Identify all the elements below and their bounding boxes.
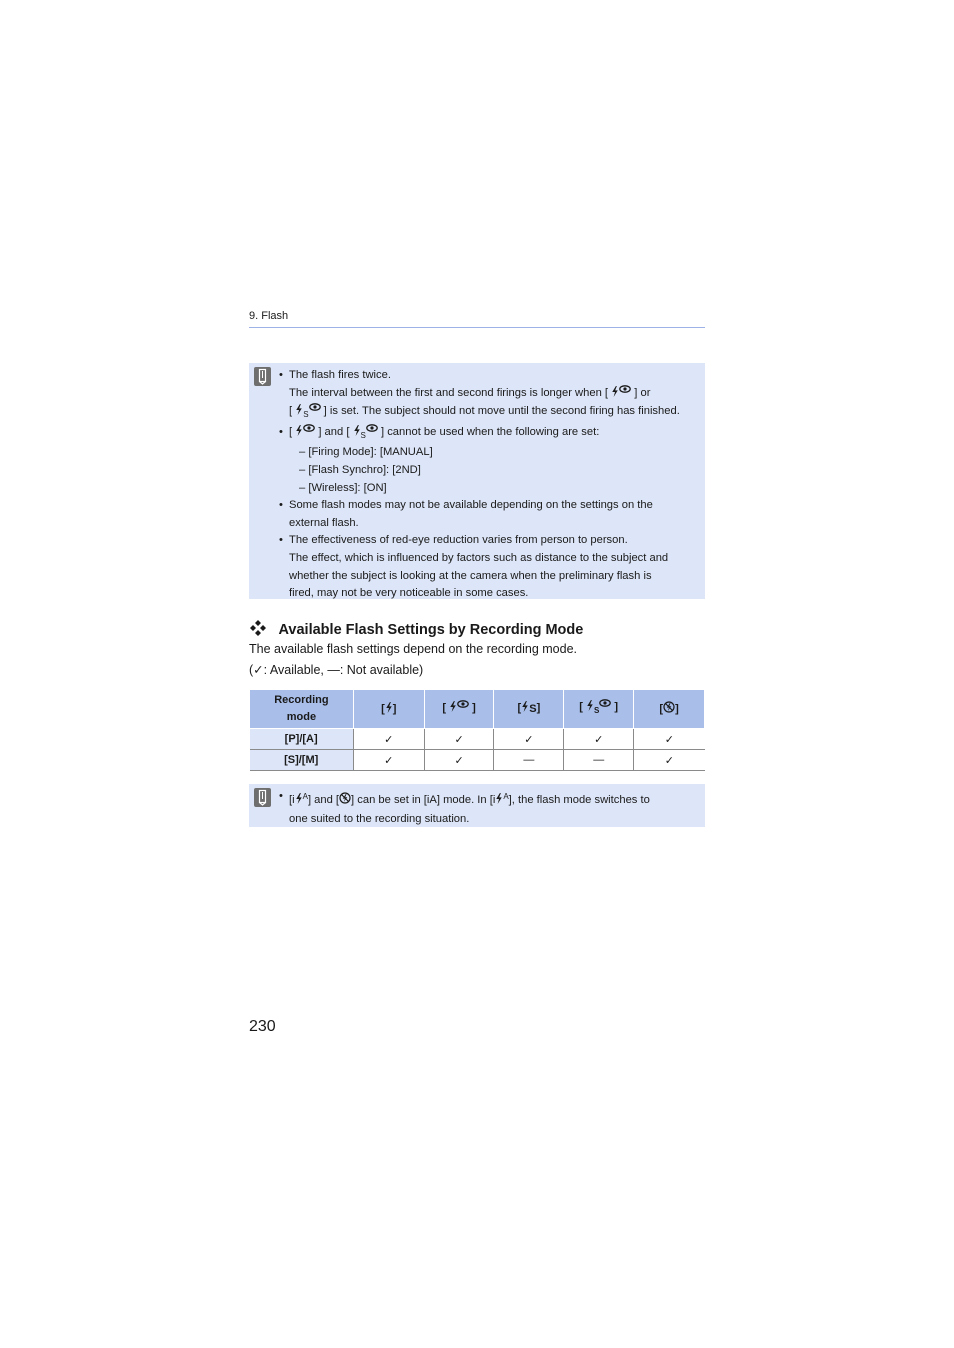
row-mode-label: [P]/[A] <box>250 729 354 750</box>
table-row <box>250 729 705 750</box>
note-list <box>279 788 703 828</box>
note-text <box>289 403 703 424</box>
memo-icon <box>254 367 271 386</box>
note-text-part: ] or <box>634 386 651 399</box>
note-subitem: – [Flash Synchro]: [2ND] <box>299 463 421 476</box>
note-text: The effect, which is influenced by factors such as distance to the subject and <box>289 551 669 564</box>
flash-slow-sync-redeye-icon: S <box>295 403 320 424</box>
note-text-part: ] and [ <box>318 425 350 438</box>
column-header-forced-flash: [ ] <box>353 690 424 729</box>
note-text: external flash. <box>289 516 359 529</box>
note-item <box>279 788 703 828</box>
row-mode-label: [S]/[M] <box>250 750 354 771</box>
note-list <box>279 367 703 603</box>
note-text <box>289 385 703 404</box>
table-cell: ✓ <box>424 750 494 771</box>
note-item <box>279 497 703 532</box>
note-text-part: ] is set. The subject should not move until the second firing has finished. <box>323 405 680 418</box>
header-text: mode <box>286 711 317 723</box>
note-item <box>279 424 703 497</box>
chapter-header <box>249 309 705 328</box>
column-header-recording-mode <box>250 690 354 729</box>
note-text <box>289 424 703 445</box>
flash-settings-table <box>249 689 705 771</box>
note-box-flash-tips <box>249 363 705 599</box>
note-text-part: [ <box>289 425 293 438</box>
column-header-flash-off: [ ] <box>634 690 705 729</box>
section-title-text: Available Flash Settings by Recording Mode <box>278 622 584 638</box>
note-text: • The flash fires twice. <box>289 369 391 381</box>
note-subitem: – [Wireless]: [ON] <box>299 481 387 494</box>
table-cell: ✓ <box>564 729 634 750</box>
flash-slow-sync-icon: S <box>521 701 536 718</box>
note-text-part: ] cannot be used when the following are set: <box>381 425 600 438</box>
table-cell: ✓ <box>494 729 564 750</box>
flash-off-icon <box>339 792 351 804</box>
note-item <box>279 367 703 424</box>
table-cell: ✓ <box>634 750 705 771</box>
flash-off-icon <box>663 701 675 713</box>
column-header-slow-sync-redeye: [ S ] <box>564 690 634 729</box>
column-header-slow-sync: [ S] <box>494 690 564 729</box>
note-text-part: The interval between the first and second firings is longer when [ <box>289 386 609 399</box>
note-text-part: [ <box>289 405 293 418</box>
flash-redeye-icon <box>611 385 631 404</box>
note-text: • Some flash modes may not be available depending on the settings on the <box>289 499 653 512</box>
note-box-ia-mode <box>249 784 705 827</box>
memo-icon <box>254 788 271 807</box>
table-cell: ✓ <box>634 729 705 750</box>
note-item <box>279 532 703 602</box>
note-text-part: ], the flash mode switches to <box>508 794 650 806</box>
page-number: 230 <box>249 1018 276 1035</box>
section-intro: The available flash settings depend on the recording mode. <box>249 642 577 656</box>
intelligent-auto-flash-icon: A <box>495 788 508 811</box>
note-subitem: – [Firing Mode]: [MANUAL] <box>299 446 433 459</box>
table-cell: ✓ <box>353 729 424 750</box>
flash-redeye-icon <box>449 700 469 718</box>
table-cell: — <box>564 750 634 771</box>
column-header-redeye: [ ] <box>424 690 494 729</box>
flash-on-icon <box>385 702 393 713</box>
flash-slow-sync-redeye-icon: S <box>586 699 611 719</box>
flash-slow-sync-redeye-icon: S <box>353 424 378 445</box>
note-text-part: ] can be set in [iA] mode. In [i <box>351 794 496 806</box>
table-row <box>250 750 705 771</box>
section-title <box>249 619 583 639</box>
note-text: one suited to the recording situation. <box>289 812 470 825</box>
intelligent-auto-flash-icon: A <box>295 788 308 811</box>
table-cell: ✓ <box>353 750 424 771</box>
note-text-part: ] and [ <box>307 794 340 806</box>
note-text-part: [i <box>289 794 295 806</box>
section-legend: (✓: Available, —: Not available) <box>249 663 424 677</box>
table-cell: ✓ <box>424 729 494 750</box>
note-text: whether the subject is looking at the camera when the preliminary flash is <box>289 569 652 582</box>
note-text <box>289 788 703 811</box>
chapter-title: 9. Flash <box>249 310 289 322</box>
table-cell: — <box>494 750 564 771</box>
table-header-row <box>250 690 705 729</box>
flash-redeye-icon <box>295 424 315 443</box>
note-text: • The effectiveness of red-eye reduction varies from person to person. <box>289 534 628 547</box>
header-text: Recording <box>274 694 329 706</box>
note-text: fired, may not be very noticeable in some cases. <box>289 587 529 600</box>
